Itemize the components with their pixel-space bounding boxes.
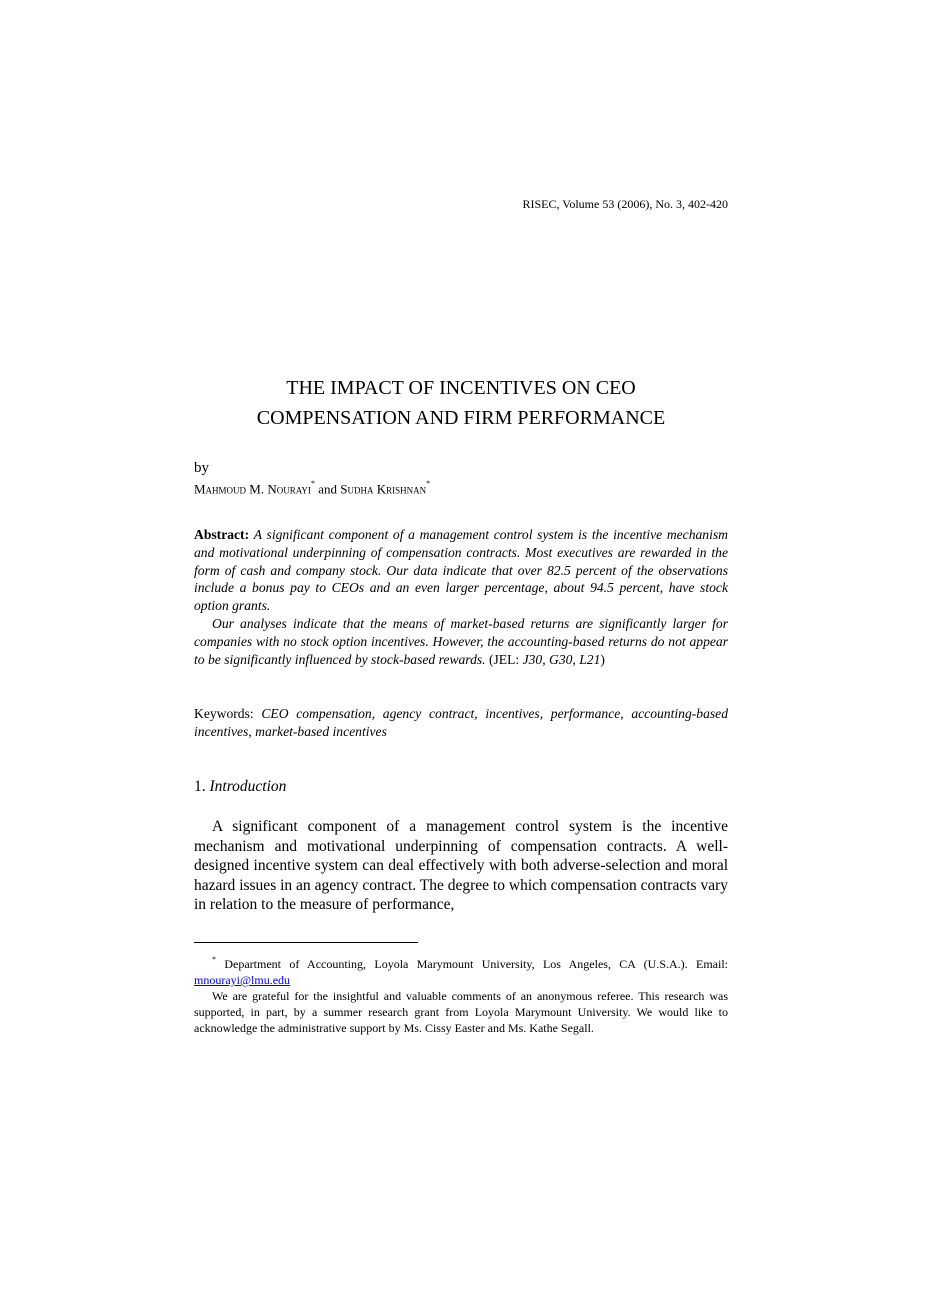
jel-close: ): [600, 651, 605, 667]
email-label: Email:: [696, 957, 729, 971]
footnotes: [194, 953, 728, 1036]
abstract: [194, 526, 728, 668]
keywords: [194, 705, 728, 741]
paper-title: [194, 373, 728, 433]
footnote-mark: *: [212, 955, 216, 964]
jel-open: (JEL:: [488, 651, 520, 667]
affiliation-text: Department of Accounting, Loyola Marymount University, Los Angeles, CA (U.S.A.).: [224, 957, 688, 971]
keywords-text: CEO compensation, agency contract, incentives, performance, accounting-based incentives, market-based incentives: [194, 706, 728, 739]
author-2-footnote-mark: *: [426, 479, 431, 488]
author-conjunction: and: [318, 481, 337, 497]
footnote-separator: [194, 942, 418, 943]
jel-codes: J30, G30, L21: [522, 651, 601, 667]
keywords-label: Keywords:: [194, 706, 254, 721]
author-1-footnote-mark: *: [310, 479, 315, 488]
section-title: Introduction: [209, 778, 287, 795]
abstract-text-1: A significant component of a management control system is the incentive mechanism and motivational underpinning of compensation contracts. Most executives are rewarded in the form of cash and company stock. Our data indicate that over 82.5 percent of the observations include a bonus pay to CEOs and an even larger percentage, about 94.5 percent, have stock option grants.: [194, 527, 728, 614]
email-link[interactable]: mnourayi@lmu.edu: [194, 973, 291, 987]
footnote-acknowledgement: We are grateful for the insightful and valuable comments of an anonymous referee. This research was supported, in part, by a summer research grant from Loyola Marymount University. We would like to acknowledge the administrative support by Ms. Cissy Easter and Ms. Kathe Segall.: [194, 989, 728, 1035]
section-number: 1.: [194, 778, 206, 795]
abstract-paragraph-2: [194, 615, 728, 668]
journal-header: RISEC, Volume 53 (2006), No. 3, 402-420: [522, 197, 728, 211]
title-line-1: THE IMPACT OF INCENTIVES ON CEO: [286, 377, 636, 399]
body-text: [194, 817, 728, 915]
author-2: Sudha Krishnan: [340, 481, 427, 497]
abstract-label: Abstract:: [194, 527, 250, 542]
body-paragraph-1: A significant component of a management control system is the incentive mechanism and motivational underpinning of compensation contracts. A well-designed incentive system can deal effectively with both adverse-selection and moral hazard issues in an agency contract. The degree to which compensation contracts vary in relation to the measure of performance,: [194, 818, 728, 913]
byline-by: by: [194, 460, 209, 476]
author-list: [194, 481, 430, 497]
abstract-text-2: Our analyses indicate that the means of market-based returns are significantly larger for companies with no stock option incentives. However, the accounting-based returns do not appear to be significantly influenced by stock-based rewards.: [194, 615, 728, 667]
section-heading: [194, 778, 286, 796]
title-line-2: COMPENSATION AND FIRM PERFORMANCE: [256, 407, 666, 429]
author-1: Mahmoud M. Nourayi: [194, 481, 311, 497]
footnote-affiliation: [194, 953, 728, 988]
abstract-paragraph-1: [194, 526, 728, 615]
